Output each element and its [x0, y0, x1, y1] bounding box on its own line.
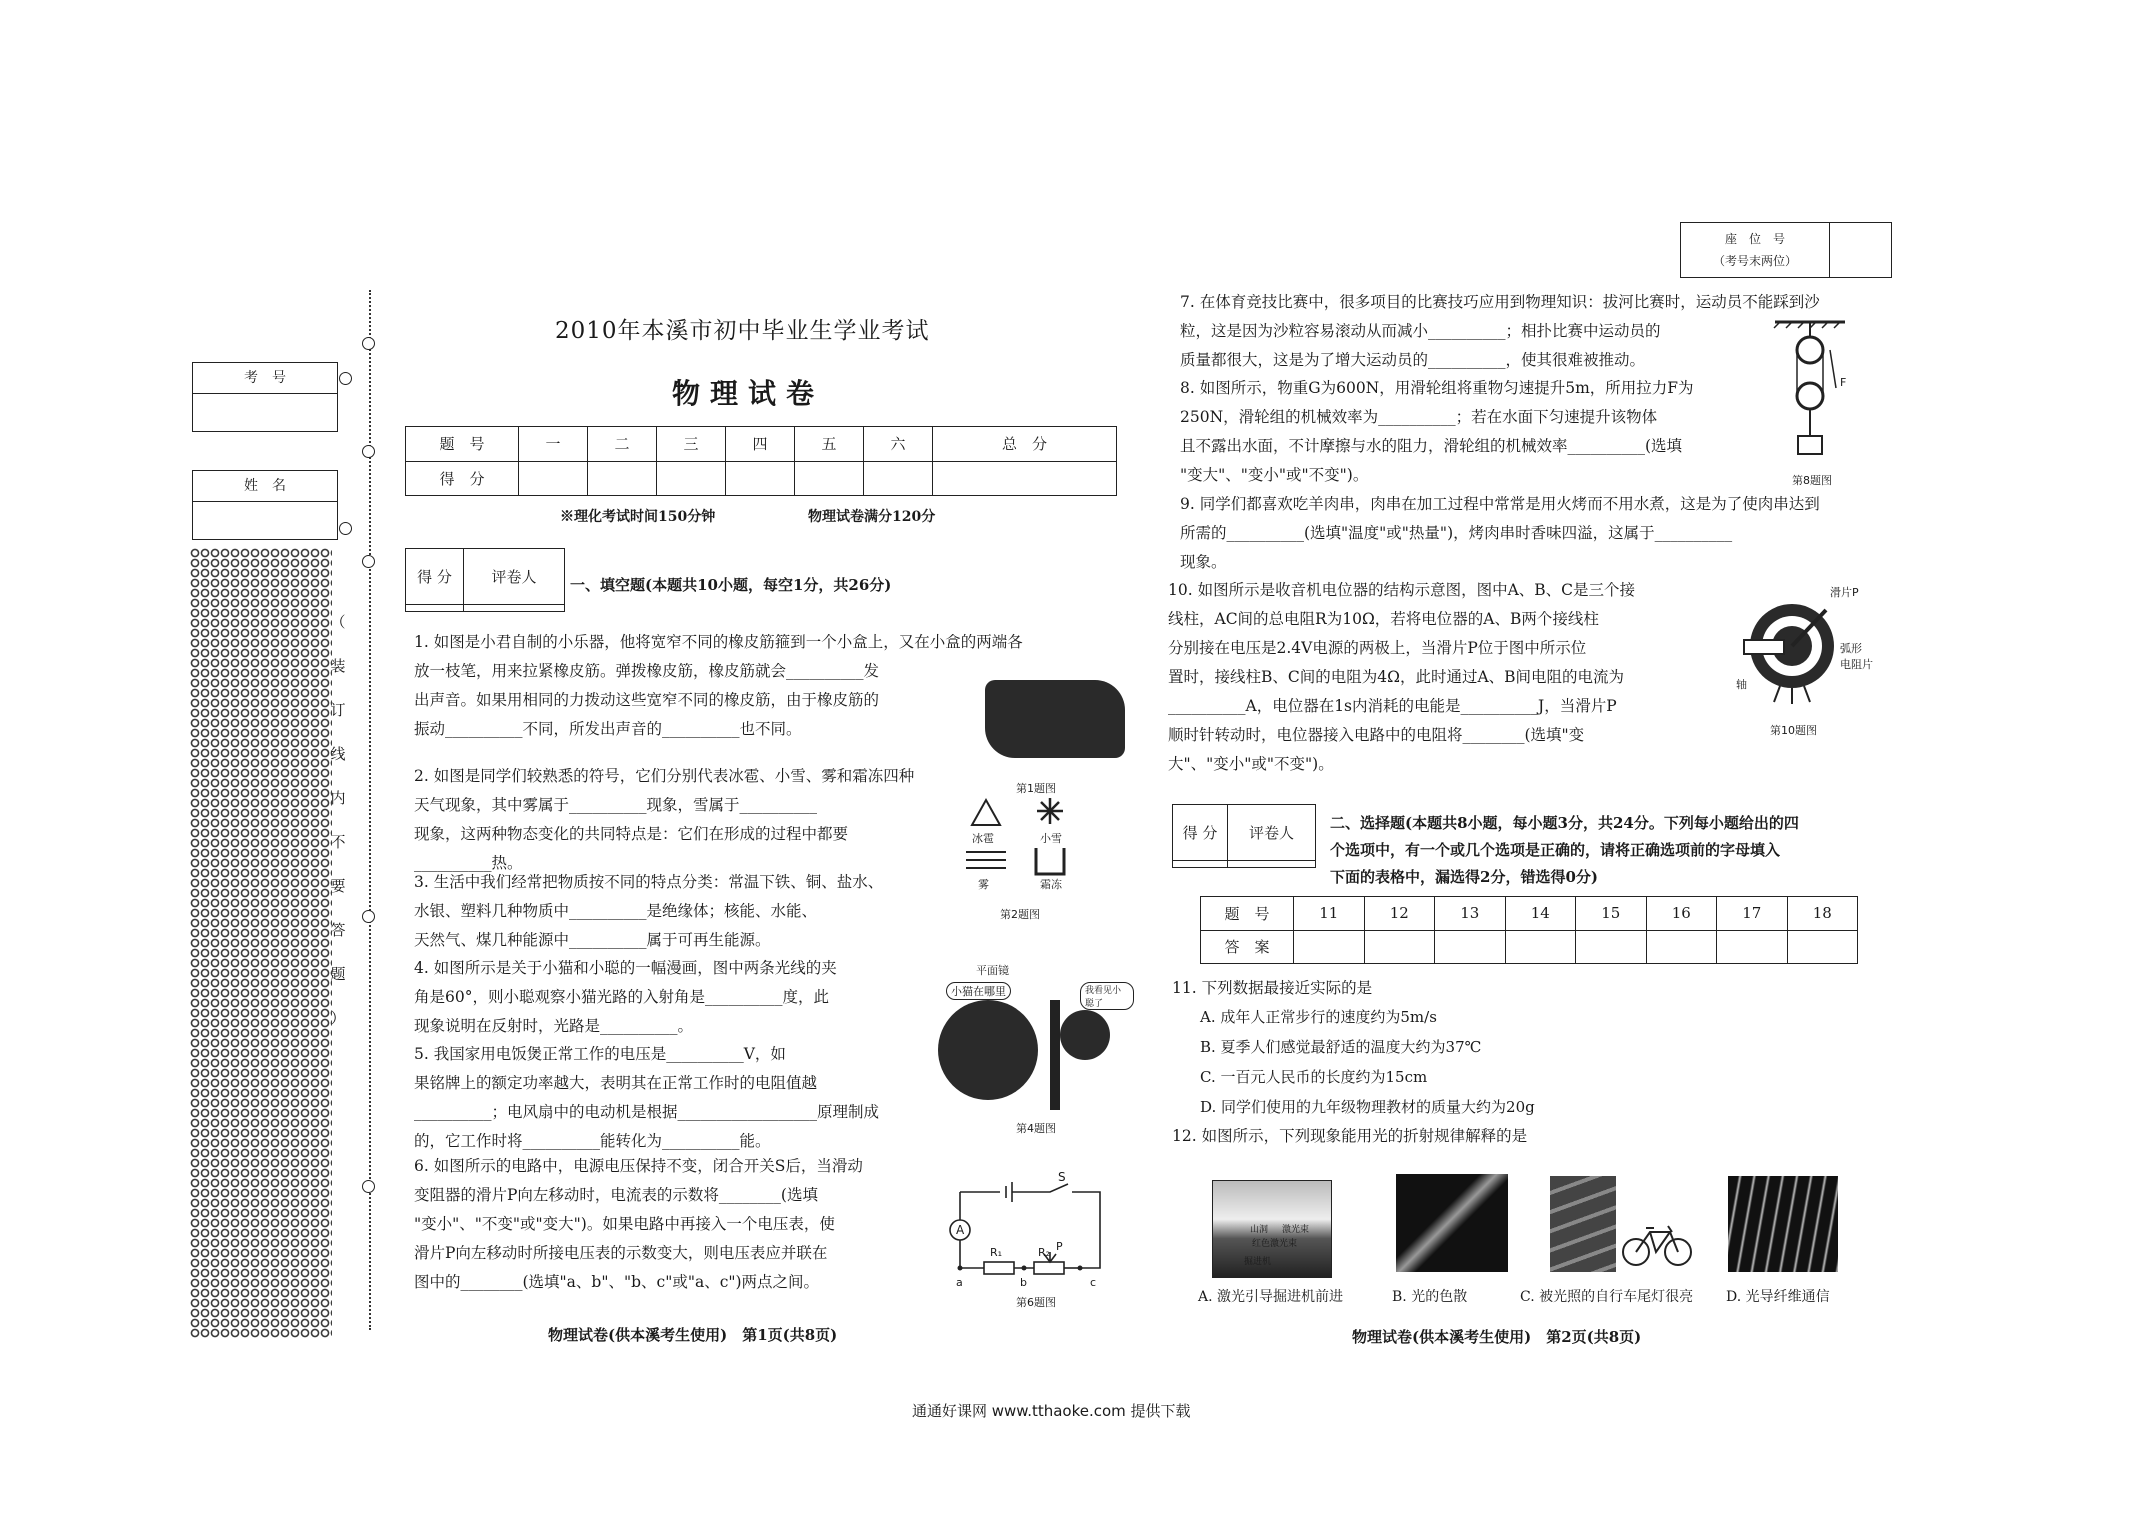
section2-grader-box: 得 分 评卷人 [1172, 804, 1316, 868]
fig6-ammeter-label: A [956, 1223, 965, 1237]
binding-circle-a [362, 337, 375, 350]
q12-image-a-laser [1212, 1180, 1332, 1278]
question-11: 11. 下列数据最接近实际的是 [1172, 979, 1373, 997]
fig6-point-a: a [956, 1276, 963, 1289]
q11-option-c: C. 一百元人民币的长度约为15cm [1200, 1068, 1428, 1086]
question-8: 8. 如图所示，物重G为600N，用滑轮组将重物匀速提升5m，所用拉力F为 250N，滑轮组的机械效率为__________；若在水面下匀速提升该物体 且不露出水面，不计摩擦与水的阻力，滑轮组的机械效率__________(选填 "变大"、"变小"或"不变")。 [1180, 379, 1694, 484]
fig1-caption: 第1题图 [1016, 782, 1056, 795]
frost-symbol [1036, 848, 1064, 874]
section2-title: 二、选择题(本题共8小题，每小题3分，共24分。下列每小题给出的四 个选项中，有一个或几个选项是正确的，请将正确选项前的字母填入 下面的表格中，漏选得2分，错选得0分) [1330, 814, 1799, 886]
exam-number-label: 考 号 [193, 363, 337, 394]
fig2-label-frost: 霜冻 [1040, 878, 1062, 891]
fig8-caption: 第8题图 [1792, 474, 1832, 487]
hail-symbol [972, 800, 1000, 825]
question-4: 4. 如图所示是关于小猫和小聪的一幅漫画，图中两条光线的夹 角是60°，则小聪观察小猫光路的入射角是__________度，此 现象说明在反射时，光路是__________。 [414, 959, 837, 1035]
seat-label-cell: 座 位 号 （考号末两位） [1681, 223, 1830, 278]
exam-score-info: 物理试卷满分120分 [808, 509, 936, 525]
answer-table: 题 号 11 12 13 14 15 16 17 18 答 案 [1200, 896, 1858, 964]
question-7: 7. 在体育竞技比赛中，很多项目的比赛技巧应用到物理知识：拔河比赛时，运动员不能踩到沙 粒，这是因为沙粒容易滚动从而减小__________；相扑比赛中运动员的 质量都很大，这是为了增大运动员的__________，使其很难被推动。 [1180, 293, 1820, 369]
question-9: 9. 同学们都喜欢吃羊肉串，肉串在加工过程中常常是用火烤而不用水煮，这是为了使肉串达到 所需的__________(选填"温度"或"热量")，烤肉串时香味四溢，这属于__________ 现象。 [1180, 495, 1820, 571]
binding-hole-2 [339, 522, 352, 535]
fig6-switch-label: S [1058, 1170, 1066, 1184]
fig4-bubble1: 小猫在哪里 [946, 982, 1011, 1000]
question-6: 6. 如图所示的电路中，电源电压保持不变，闭合开关S后，当滑动 变阻器的滑片P向左移动时，电流表的示数将________(选填 "变小"、"不变"或"变大")。如果电路中再接入一个电压表，使 滑片P向左移动时所接电压表的示数变大，则电压表应并联在 图中的________(选填"a、b"、"b、c"或"a、c")两点之间。 [414, 1157, 863, 1291]
fig6-caption: 第6题图 [1016, 1296, 1056, 1309]
fig6-r2-label: R₂ [1038, 1246, 1051, 1259]
seat-value-cell [1830, 223, 1892, 278]
question-1: 1. 如图是小君自制的小乐器，他将宽窄不同的橡皮筋箍到一个小盒上，又在小盒的两端各 放一枝笔，用来拉紧橡皮筋。弹拨橡皮筋，橡皮筋就会__________发 出声音。如果用相同的力拨动这些宽窄不同的橡皮筋，由于橡皮筋的 振动__________不同，所发出声音的__________也不同。 [414, 633, 1023, 738]
binding-circle-d [362, 910, 375, 923]
binding-hole-1 [339, 372, 352, 385]
q12-a-red-beam: 红色激光束 [1252, 1239, 1298, 1249]
page2-footer: 物理试卷(供本溪考生使用) 第2页(共8页) [1352, 1328, 1642, 1346]
question-12: 12. 如图所示，下列现象能用光的折射规律解释的是 [1172, 1127, 1528, 1145]
question-2: 2. 如图是同学们较熟悉的符号，它们分别代表冰雹、小雪、雾和霜冻四种 天气现象，其中雾属于__________现象，雪属于__________ 现象，这两种物态变化的共同特点是：它们在形成的过程中都要 __________热。 [414, 767, 915, 872]
site-credit: 通通好课网 www.tthaoke.com 提供下载 [912, 1402, 1191, 1420]
question-3: 3. 生活中我们经常把物质按不同的特点分类：常温下铁、铜、盐水、 水银、塑料几种物质中__________是绝缘体；核能、水能、 天然气、煤几种能源中__________属于可再生能源。 [414, 873, 884, 949]
name-label: 姓 名 [193, 471, 337, 502]
exam-number-box [192, 362, 338, 432]
fig4-mirror-label: 平面镜 [976, 964, 1009, 977]
fig2-label-hail: 冰雹 [972, 832, 994, 845]
fig4-cat-mouse-cartoon [938, 1000, 1038, 1100]
fog-symbol [966, 852, 1006, 868]
section1-grader-box: 得 分 评卷人 [405, 548, 565, 612]
exam-title: 2010年本溪市初中毕业生学业考试 [555, 318, 930, 344]
fig6-point-c: c [1090, 1276, 1097, 1289]
fig2-label-fog: 雾 [978, 878, 989, 891]
fig6-r1-label: R₁ [990, 1246, 1003, 1259]
paper-subtitle: 物理试卷 [672, 377, 825, 410]
fig4-caption: 第4题图 [1016, 1122, 1056, 1135]
fig4-bubble2: 我看见小聪了 [1080, 982, 1134, 1010]
seat-number-box [1680, 222, 1892, 278]
fig10-axis-label: 轴 [1736, 678, 1747, 691]
binding-text: （ 装 订 线 内 不 要 答 题 ） [330, 613, 346, 1027]
fig2-caption: 第2题图 [1000, 908, 1040, 921]
exam-time-info: ※理化考试时间150分钟 [560, 509, 716, 525]
fig8-pulley [1770, 318, 1850, 468]
q12-a-beam: 激光束 [1282, 1225, 1310, 1235]
fig4-boy [1060, 1010, 1110, 1060]
q12-option-c: C. 被光照的自行车尾灯很亮 [1520, 1289, 1694, 1305]
question-10: 10. 如图所示是收音机电位器的结构示意图，图中A、B、C是三个接 线柱，AC间的总电阻R为10Ω，若将电位器的A、B两个接线柱 分别接在电压是2.4V电源的两极上，当滑片P位于图中所示位 置时，接线柱B、C间的电阻为4Ω，此时通过A、B间电阻的电流为 __________A，电位器在1s内消耗的电能是__________J，当滑片P 顺时针转动时，电位器接入电路中的电阻将________(选填"变 大"、"变小"或"不变")。 [1168, 581, 1636, 773]
fig1-rubber-band-box [985, 680, 1125, 758]
binding-circle-b [362, 445, 375, 458]
q12-option-b: B. 光的色散 [1392, 1289, 1468, 1305]
fig10-potentiometer [1730, 590, 1850, 710]
q11-option-b: B. 夏季人们感觉最舒适的温度大约为37℃ [1200, 1038, 1482, 1056]
fig6-p-label: P [1056, 1240, 1063, 1253]
binding-circle-e [362, 1180, 375, 1193]
q12-image-c-reflector [1550, 1176, 1616, 1272]
binding-circle-c [362, 555, 375, 568]
name-box [192, 470, 338, 540]
q12-option-a: A. 激光引导掘进机前进 [1198, 1289, 1344, 1305]
binding-pattern [190, 548, 332, 1338]
q11-option-d: D. 同学们使用的九年级物理教材的质量大约为20g [1200, 1098, 1535, 1116]
q12-image-d-fiber [1728, 1176, 1838, 1272]
q12-image-b-dispersion [1396, 1174, 1508, 1272]
q11-option-a: A. 成年人正常步行的速度约为5m/s [1200, 1008, 1437, 1026]
q12-a-machine: 掘进机 [1244, 1257, 1272, 1267]
question-5: 5. 我国家用电饭煲正常工作的电压是__________V，如 果铭牌上的额定功率越大，表明其在正常工作时的电阻值越 __________；电风扇中的电动机是根据__________________原理制成 的，它工作时将__________能转化为__________能。 [414, 1045, 880, 1150]
section1-title: 一、填空题(本题共10小题，每空1分，共26分) [570, 576, 892, 594]
fig8-force-label: F [1840, 376, 1847, 389]
fig6-point-b: b [1020, 1276, 1027, 1289]
fig10-arc-label: 弧形 电阻片 [1840, 642, 1873, 671]
fig2-label-snow: 小雪 [1040, 832, 1062, 845]
q12-image-c-bicycle [1620, 1220, 1694, 1268]
score-table: 题 号 一 二 三 四 五 六 总 分 得 分 [405, 426, 1117, 496]
q12-option-d: D. 光导纤维通信 [1726, 1289, 1830, 1305]
q12-a-cave: 山洞 [1250, 1225, 1269, 1235]
fig6-circuit [940, 1172, 1110, 1292]
fig10-caption: 第10题图 [1770, 724, 1817, 737]
fig4-mirror [1050, 1000, 1060, 1110]
fig10-slider-label: 滑片P [1830, 586, 1859, 599]
page1-footer: 物理试卷(供本溪考生使用) 第1页(共8页) [548, 1326, 838, 1344]
snow-symbol [1037, 798, 1063, 824]
